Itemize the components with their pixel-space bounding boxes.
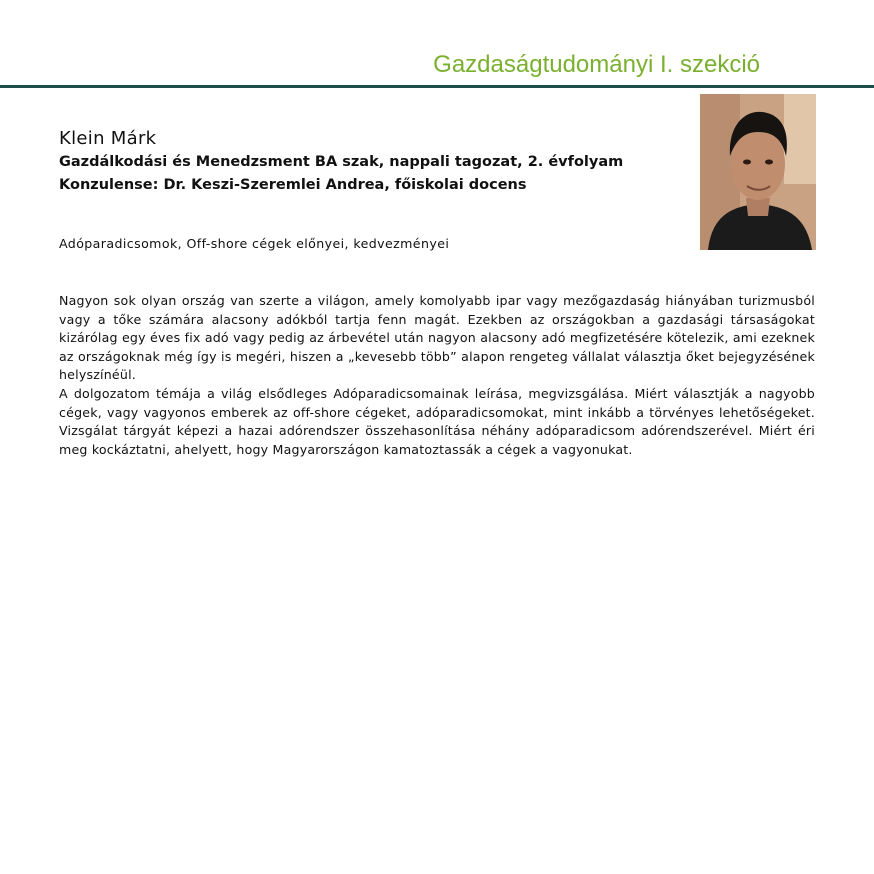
portrait-image [700,94,816,250]
page-header [0,0,874,90]
author-supervisor: Konzulense: Dr. Keszi-Szeremlei Andrea, főiskolai docens [59,177,527,193]
author-program: Gazdálkodási és Menedzsment BA szak, nappali tagozat, 2. évfolyam [59,154,624,170]
author-block [59,127,679,197]
author-photo [700,94,816,250]
thesis-topic: Adóparadicsomok, Off-shore cégek előnyei, kedvezményei [59,236,450,251]
header-divider [0,85,874,88]
section-title: Gazdaságtudományi I. szekció [433,51,760,78]
abstract-paragraph: Nagyon sok olyan ország van szerte a világon, amely komolyabb ipar vagy mezőgazdaság hiányában turizmusból vagy a tőke számára alacsony adókból tartja fenn magát. Ezekben az országokban a gazdasági társaságokat kizárólag egy éves fix adó vagy pedig az árbevétel után nagyon alacsony adó megfizetésére kötelezik, ami ezeknek az országoknak még így is megéri, hiszen a „kevesebb több” alapon rengeteg vállalat választja őket bejegyzésének helyszínéül. [59,293,815,383]
author-name: Klein Márk [59,128,157,149]
abstract-body [59,292,815,459]
abstract-paragraph: A dolgozatom témája a világ elsődleges Adóparadicsomainak leírása, megvizsgálása. Miért választják a nagyobb cégek, vagy vagyonos emberek az off-shore cégeket, adóparadicsomokat, mint inkább a törvényes lehetőségeket. Vizsgálat tárgyát képezi a hazai adórendszer összehasonlítása néhány adóparadicsom adórendszerével. Miért éri meg kockáztatni, ahelyett, hogy Magyarországon kamatoztassák a cégek a vagyonukat. [59,385,815,457]
